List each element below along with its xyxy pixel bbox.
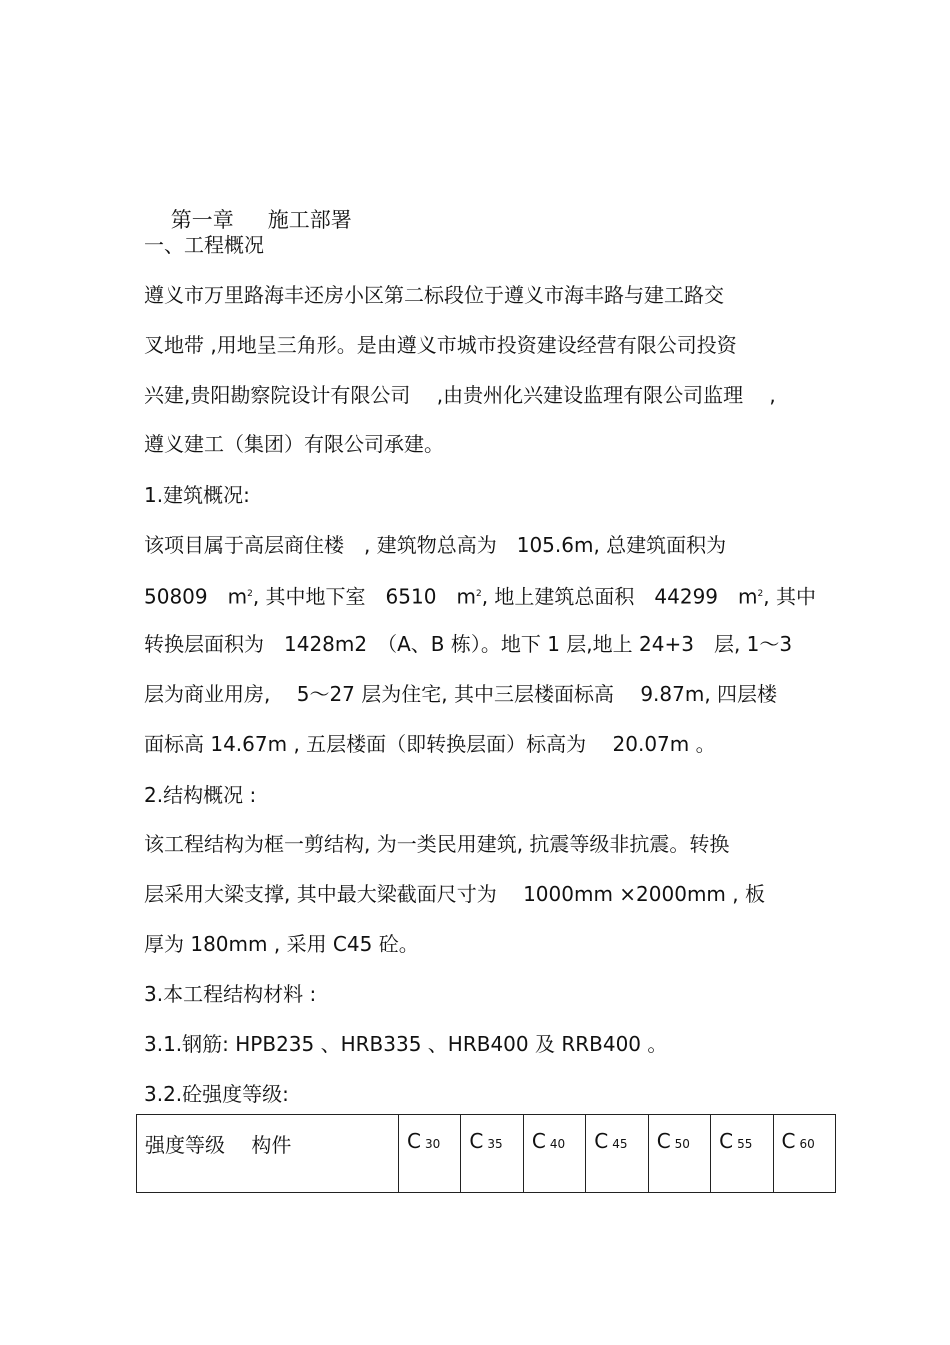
table-header-cell: 强度等级 构件 — [137, 1115, 399, 1193]
grade-cell — [711, 1115, 773, 1193]
text-span: , 其中地下室 6510 m — [252, 584, 476, 609]
text-span: 50809 m — [144, 584, 248, 609]
concrete-grade-table — [136, 1114, 836, 1193]
grade-letter: C — [531, 1129, 546, 1153]
arch-area-line — [144, 582, 816, 609]
materials-heading: 3.本工程结构材料 : — [144, 982, 317, 1006]
grade-cell — [648, 1115, 710, 1193]
arch-line: 该项目属于高层商住楼 , 建筑物总高为 105.6m, 总建筑面积为 — [144, 533, 727, 557]
grade-cell — [461, 1115, 523, 1193]
intro-line: 遵义建工（集团）有限公司承建。 — [144, 432, 444, 456]
superscript: 2 — [475, 589, 482, 599]
grade-number: 55 — [737, 1137, 753, 1151]
grade-letter: C — [719, 1129, 734, 1153]
intro-line: 叉地带 ,用地呈三角形。是由遵义市城市投资建设经营有限公司投资 — [144, 333, 737, 357]
superscript: 2 — [247, 589, 253, 599]
intro-line: 遵义市万里路海丰还房小区第二标段位于遵义市海丰路与建工路交 — [144, 283, 724, 307]
grade-letter: C — [781, 1129, 796, 1153]
grade-letter: C — [407, 1129, 421, 1153]
grade-number: 45 — [612, 1137, 628, 1151]
intro-line: 兴建,贵阳勘察院设计有限公司 ,由贵州化兴建设监理有限公司监理 , — [144, 383, 776, 407]
chapter-number: 第一章 — [170, 208, 234, 232]
grade-letter: C — [469, 1129, 484, 1153]
arch-line: 转换层面积为 1428m2 （A、B 栋）。地下 1 层,地上 24+3 层, 1～3 — [144, 632, 793, 656]
grade-cell — [399, 1115, 461, 1193]
arch-line: 面标高 14.67m , 五层楼面（即转换层面）标高为 20.07m 。 — [144, 732, 716, 756]
struct-line: 层采用大梁支撑, 其中最大梁截面尺寸为 1000mm ×2000mm , 板 — [144, 882, 765, 906]
grade-number: 60 — [799, 1137, 815, 1151]
grade-cell — [773, 1115, 835, 1193]
grade-number: 50 — [674, 1137, 690, 1151]
arch-line: 层为商业用房, 5～27 层为住宅, 其中三层楼面标高 9.87m, 四层楼 — [144, 682, 778, 706]
concrete-heading: 3.2.砼强度等级: — [144, 1082, 289, 1106]
chapter-title: 施工部署 — [267, 208, 352, 232]
steel-line: 3.1.钢筋: HPB235 、HRB335 、HRB400 及 RRB400 。 — [144, 1032, 668, 1056]
grade-number: 30 — [424, 1137, 441, 1151]
grade-cell — [586, 1115, 648, 1193]
grade-number: 35 — [487, 1137, 503, 1151]
grade-letter: C — [656, 1129, 671, 1153]
grade-number: 40 — [549, 1137, 566, 1151]
text-span: , 其中 — [763, 584, 816, 609]
section-heading: 一、工程概况 — [144, 233, 264, 257]
arch-heading: 1.建筑概况: — [144, 483, 250, 507]
grade-letter: C — [594, 1129, 609, 1153]
table-row — [137, 1115, 836, 1193]
struct-line: 厚为 180mm , 采用 C45 砼。 — [144, 932, 419, 956]
struct-heading: 2.结构概况 : — [144, 783, 257, 807]
superscript: 2 — [757, 589, 764, 599]
struct-line: 该工程结构为框一剪结构, 为一类民用建筑, 抗震等级非抗震。转换 — [144, 832, 730, 856]
text-span: , 地上建筑总面积 44299 m — [481, 584, 758, 609]
grade-cell — [523, 1115, 585, 1193]
